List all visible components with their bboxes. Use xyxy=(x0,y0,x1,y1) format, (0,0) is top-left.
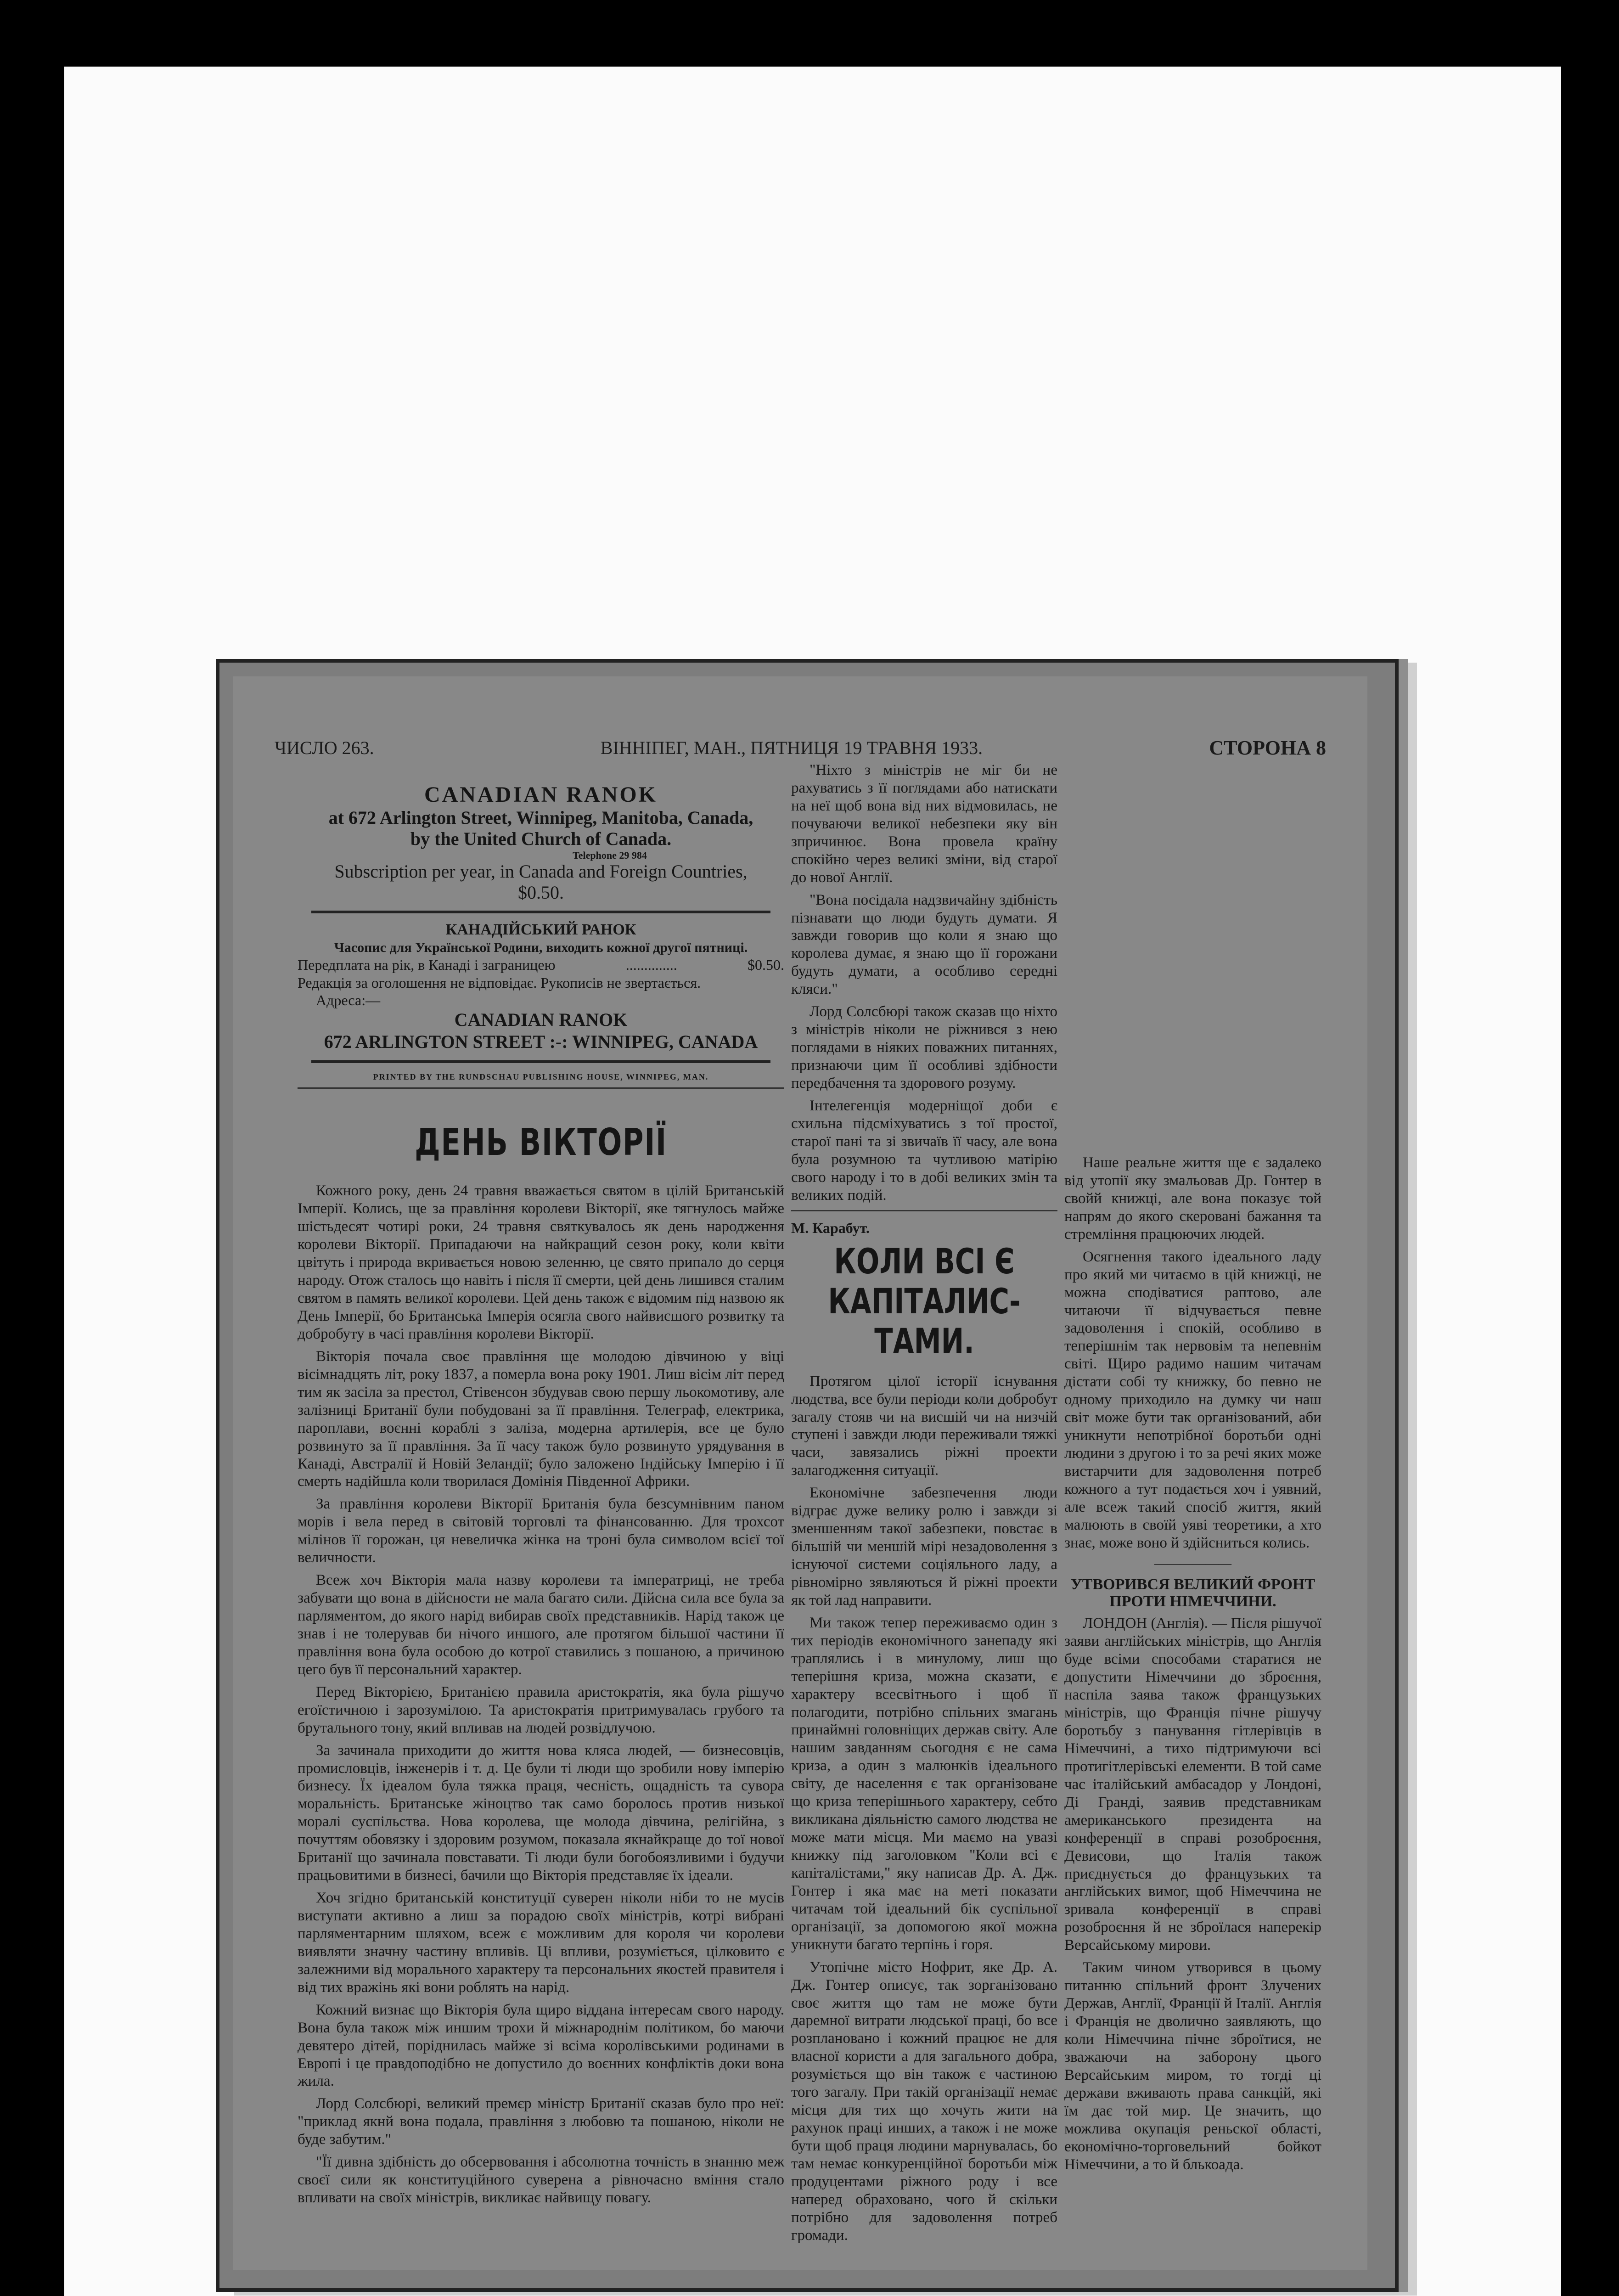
masthead-church: by the United Church of Canada. xyxy=(410,828,672,850)
front-headline: УТВОРИВСЯ ВЕЛИКИЙ ФРОНТ ПРОТИ НІМЕЧЧИНИ. xyxy=(1070,1576,1315,1610)
ua-price-value: $0.50. xyxy=(748,957,784,974)
victoria-paragraph: За правління королеви Вікторії Британія була безсумнівним паном морів і вела перед в світовій торговлі та фінансованню. Для трохсот мілінов її горожан, ця невеличка жінка на троні була символом всієї тої величности. xyxy=(298,1496,784,1566)
page-number: СТОРОНА 8 xyxy=(1209,736,1326,759)
victoria-paragraph: За зачинала приходити до життя нова кляса людей, — бизнесовців, промисловців, інженерів і т. д. Це були ті люди що зробили нову імперію бизнесу. Їх ідеалом була тяжка праця, чесність, ощадність та сувора моральність. Британське жіноцтво так само боролось против низької моралі суспільства. Нова королева, ще молода дівчина, релігійна, з почуттям обовязку і здоровим розумом, показала якнайкраще до тої нової Британії що зачинала повставати. Ті люди були богобоязливими і будучи працьовитими в бизнесі, бачили що Вікторія представляє їх ідеали. xyxy=(298,1742,784,1884)
victoria-paragraph: Кожний визнає що Вікторія була щиро віддана інтересам свого народу. Вона була також між иншим трохи й міжнароднім політиком, бо маючи девятеро дітей, поріднилась майже зі всіма королівськими родинами в Европі і це правдоподібно не допустило до воєнних конфліктів доки вона жила. xyxy=(298,2001,784,2090)
masthead xyxy=(298,782,784,903)
victoria-paragraph: Лорд Солсбюрі, великий премєр міністр Британії сказав було про неї: "приклад якнй вона подала, правління з любовю та пошаною, ніколи не буде забутим." xyxy=(298,2095,784,2148)
ua-title: КАНАДІЙСЬКИЙ РАНОК xyxy=(445,921,636,939)
page-surface xyxy=(233,676,1367,2270)
capitalists-paragraph: Протягом цілої історії існування людства, все були періоди коли добробут загалу стояв чи на висшій чи на низчій ступені і завжди люди переживали тяжкі часи, завязались ріжні проекти залагодження ситуації. xyxy=(791,1373,1057,1479)
ua-subtitle: Часопис для Української Родини, виходить кожної другої пятниці. xyxy=(334,940,748,956)
column-divider: —————— xyxy=(1154,1556,1231,1571)
masthead-title: CANADIAN RANOK xyxy=(424,782,658,807)
victoria-paragraph: "Її дивна здібність до обсервовання і абсолютна точність в знанню меж своєї сили як конституційного суверена а рівночасно вміння стало впливати на своїх міністрів, викликає найвищу повагу. xyxy=(298,2154,784,2206)
issue-number: ЧИСЛО 263. xyxy=(275,737,374,758)
running-head xyxy=(275,734,1326,761)
capitalists-paragraph: Економічне забезпечення люди відграє дуже велику ролю і завжди зі зменшенням такої забезпеки, повстає в більшій чи меншій мірі незадоволення з існуючої системи соціяльного ладу, а рівномірно зявляються й ріжні проекти як той лад направити. xyxy=(791,1485,1057,1609)
right-column xyxy=(1064,1154,1321,2178)
victoria-cont-paragraph: Лорд Солсбюрі також сказав що ніхто з міністрів ніколи не ріжнився з нею поглядами в ніяких поважних питаннях, признаючи цим її особливі здібности передбачення та здорового розуму. xyxy=(791,1003,1057,1092)
ua-address-name: CANADIAN RANOK xyxy=(454,1009,628,1030)
masthead-address: at 672 Arlington Street, Winnipeg, Manitoba, Canada, xyxy=(328,807,753,828)
capitalists-cont-paragraph: Наше реальне життя ще є задалеко від утопії яку змальовав Др. Гонтер в свойй книжці, але вона показує той напрям до якого скеровані бажання та стремління працюючих людей. xyxy=(1064,1154,1321,1243)
victoria-paragraph: Хоч згідно британській конституції суверен ніколи ніби то не мусів виступати активно а лиш за порадою своїх міністрів, котрі вибрані парляментарним шляхом, всеж є можливим для короля чи королеви виявляти значну частину впливів. Ці впливи, розуміється, цілковито є залежними від морального характеру та персональних якостей правителя і від тих вражінь які вони роблять на нарід. xyxy=(298,1890,784,1996)
victoria-article-body xyxy=(298,1182,784,2207)
victoria-paragraph: Перед Вікторією, Британією правила аристократія, яка була рішучо егоїстичною і зарозумілою. Та аристократія притримувалась грубого та брутального тону, який впливав на людей розвідлучою. xyxy=(298,1683,784,1736)
address-rule xyxy=(311,1060,770,1063)
ua-subscription-info xyxy=(298,956,784,1009)
left-column xyxy=(298,782,784,2212)
victoria-cont-paragraph: "Ніхто з міністрів не міг би не рахуватись з її поглядами або натискати на неї щоб вона від них відмовилась, не почуваючи великої небезпеки яку він зпричинює. Вона провела країну спокійно через великі зміни, від старої до нової Англії. xyxy=(791,762,1057,886)
capitalists-article-body xyxy=(791,1373,1057,2245)
masthead-telephone: Telephone 29 984 xyxy=(573,850,647,861)
printer-rule xyxy=(298,1087,784,1089)
printer-line: PRINTED BY THE RUNDSCHAU PUBLISHING HOUSE, WINNIPEG, MAN. xyxy=(373,1072,709,1082)
ua-price-label: Передплата на рік, в Канаді і заграницею xyxy=(298,957,556,974)
masthead-subscription: Subscription per year, in Canada and Foreign Countries, xyxy=(334,861,748,882)
victoria-paragraph: Всеж хоч Вікторія мала назву королеви та імператриці, не треба забувати що вона в дійсности не мала багато сили. Дійсна сила все була за парляментом, до якого нарід вибирав своїх представників. Нарід також це знав і не толерував би нічого иншого, але протягом більшої частини її правління вона була особою до котрої ставились з пошаною, а причиною цего був її персональний характер. xyxy=(298,1572,784,1678)
capitalists-headline-line1: КОЛИ ВСІ Є КАПІТАЛИС- xyxy=(828,1240,1021,1322)
ukrainian-masthead xyxy=(298,921,784,956)
capitalists-paragraph: Ми також тепер переживаємо один з тих періодів економічного занепаду які траплялись і в минулому, лиш що теперішня криза, можна сказати, є характеру всесвітнього і щоб її полагодити, потрібно спільних змагань принаймні головніщих держав світу. Але нашим завданням сьогодня є не сама криза, а один з малюнків ідеального світу, де населення є так організоване що криза теперішнього характеру, себто викликана діяльністю самого людства не може мати місця. Ми маємо на увазі книжку під заголовком "Коли всі є капіталістами," яку написав Др. А. Дж. Гонтер і яка має на меті показати читачам той ідеальний бік суспільної організації, за допомогою якої можна уникнути багато терпінь і горя. xyxy=(791,1614,1057,1953)
ua-price-dots: .............. xyxy=(625,957,677,974)
newspaper-page xyxy=(216,659,1399,2292)
victoria-paragraph: Кожного року, день 24 травня вважається святом в цілій Британській Імперії. Колись, ще за правління королеви Вікторії, яке тягнулось майже шістьдесят чотирі роки, 24 травня святкувалось як день народження королеви Вікторії. Припадаючи на найкращий сезон року, коли квіти цвітуть і природа вкривається новою зеленню, це свято припало до серця народу. Отож сталось що навіть і після її смерти, цей день лишився сталим святом в память великої королеви. Цей день також є відомим під назвою як День Імперії, бо Британська Імперія осягла свого найвисшого розвитку та добробуту в часі правління королеви Вікторії. xyxy=(298,1182,784,1342)
ua-price-row xyxy=(298,956,784,974)
capitalists-headline xyxy=(821,1241,1028,1362)
victoria-cont-paragraph: "Вона посідала надзвичайну здібність пізнавати що люди будуть думати. Я завжди говорив що коли я знаю що королева думає, я знаю що її горожани будуть думати, а особливо середні кляси." xyxy=(791,891,1057,998)
capitalists-cont-paragraph: Осягнення такого ідеального ладу про який ми читаємо в цій книжці, не можна сподіватися раптово, але читаючи її відчувається певне задоволення і спокій, особливо в теперішнім так нервовім та непевнім світі. Щиро радимо нашим читачам дістати собі ту книжку, бо певно не одному приходило на думку чи наш світ може бути так організований, аби уникнути непотрібної боротьби одні людини з другою і то за речі яких може вистарчити для задоволення потреб кожного а тут подається хоч і уявний, але всеж такий спосіб життя, який малюють в своїй уяві теоретики, а хто знає, може воно й здійсниться колись. xyxy=(1064,1248,1321,1551)
ua-address-label: Адреса:— xyxy=(316,992,381,1009)
capitalists-article-continued xyxy=(1064,1154,1321,1552)
front-paragraph: ЛОНДОН (Англія). — Після рішучої заяви англійських міністрів, що Англія буде всіми способами старатися не допустити Німеччини до зброєння, наспіла заява також французьких міністрів, що Франція пічне рішучу боротьбу з панування гітлерівців в Німеччині, а тихо підтримуючи всі протигітлерівські елементи. В той саме час італійський амбасадор у Лондоні, Ді Гранді, заявив представникам американського президента на конференції в справі розоброєння, Девисови, що Італія також приєднується до французьких та англійських вимог, щоб Німеччина не зривала конференції в справі розоброєння й не зброїлася наперекір Версайському мирови. xyxy=(1064,1615,1321,1954)
victoria-paragraph: Вікторія почала своє правління ще молодою дівчиною у віці вісімнадцять літ, року 1837, а померла вона року 1901. Лиш вісім літ перед тим як засіла за престол, Стівенсон збудував свою першу льокомотиву, але залізниці Британії були побудовані за її правління. Телеграф, електрика, пароплави, воєнні кораблі з заліза, модерна артилерія, все це було розвинуто за її правління. За її часу також було розвинуто урядування в Канаді, Австралії й Новій Зеландії; було заложено Індійську Імперію і її смерть надійшла коли творилася Домінія Південної Африки. xyxy=(298,1348,784,1490)
masthead-rule xyxy=(311,911,770,913)
masthead-price: $0.50. xyxy=(518,882,564,903)
article-author: М. Карабут. xyxy=(791,1219,870,1236)
ua-address xyxy=(298,1009,784,1053)
ua-address-street: 672 ARLINGTON STREET :-: WINNIPEG, CANADA xyxy=(324,1031,758,1052)
section-rule xyxy=(791,1210,1057,1211)
dateline: ВІННІПЕГ, МАН., ПЯТНИЦЯ 19 ТРАВНЯ 1933. xyxy=(600,737,983,758)
capitalists-paragraph: Утопічне місто Нофрит, яке Др. А. Дж. Гонтер описує, так зорганізовано своє життя що там не може бути даремної витрати людської праці, бо все розплановано і кожний працює не для власної користи а для загального добра, розуміється що він також є частиною того загалу. При такій організації немає місця для тих що хочуть жити на рахунок праці инших, а також і не може бути щоб праця людини марнувалась, бо там немає конкуренційної боротьби між продуцентами ріжного роду і все наперед обраховано, чого й скільки потрібно для задоволення потреб громади. xyxy=(791,1958,1057,2244)
middle-column xyxy=(791,761,1057,2249)
victoria-cont-paragraph: Інтелегенція модерніщої доби є схильна підсміхуватись з тої простої, старої пані та зі звичаїв її часу, але вона була розумною та чутливою матірію свого народу і то в добі великих змін та великих подій. xyxy=(791,1097,1057,1204)
victoria-article-continued xyxy=(791,761,1057,1204)
ua-note: Редакція за оголошення не відповідає. Рукописів не звертається. xyxy=(298,974,701,991)
victoria-headline: ДЕНЬ ВІКТОРІЇ xyxy=(415,1121,667,1164)
front-article-body xyxy=(1064,1615,1321,2173)
front-paragraph: Таким чином утворився в цьому питанню спільний фронт Злучених Держав, Англії, Франції й Італії. Англія і Франція не дволично заявляють, що коли Німеччина пічне зброїтися, не зважаючи на заборону цього Версайським миром, то тогді ці держави вживають права санкцій, які їм дає той мир. Це значить, що можлива окупація реньскої області, економічно-торговельний бойкот Німеччини, а то й блькоада. xyxy=(1064,1959,1321,2173)
capitalists-headline-line2: ТАМИ. xyxy=(874,1321,974,1362)
